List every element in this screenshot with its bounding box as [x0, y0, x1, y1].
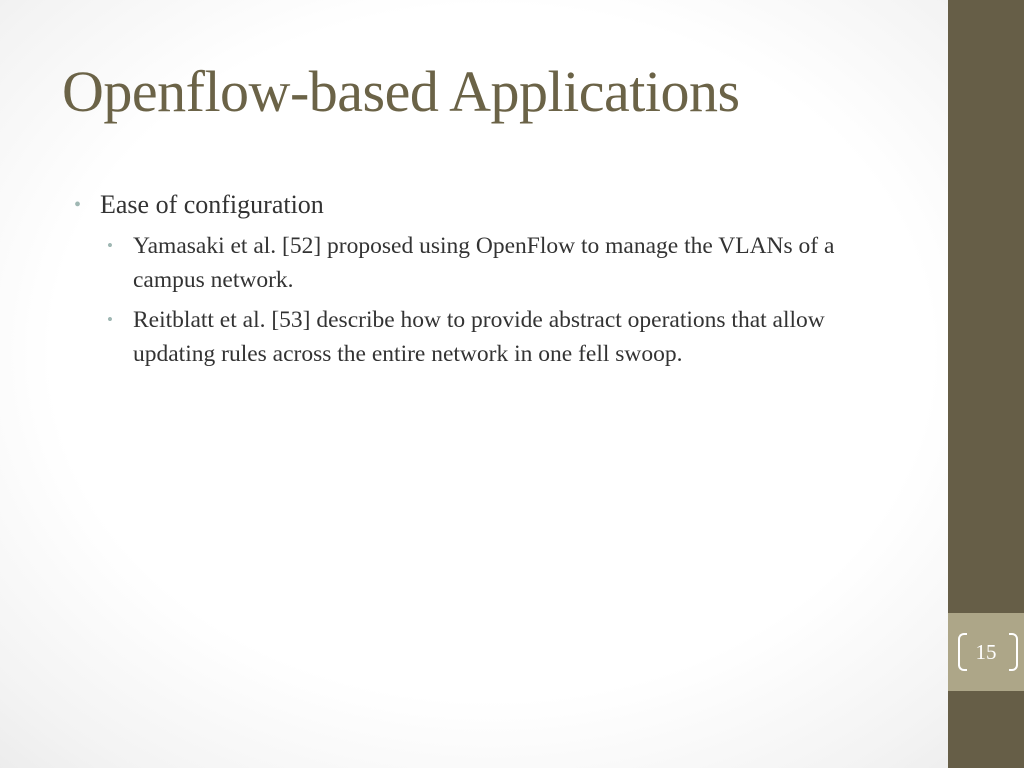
- bullet-dot-icon: •: [74, 194, 82, 216]
- bullet-dot-icon: •: [107, 310, 113, 329]
- bullet-text: Ease of configuration: [100, 190, 324, 219]
- page-number: 15: [975, 640, 997, 664]
- slide-title: Openflow-based Applications: [62, 59, 740, 124]
- sub-bullet-item: [107, 229, 874, 297]
- sub-bullet-text: Yamasaki et al. [52] proposed using OpenFlow to manage the VLANs of a campus network.: [133, 233, 835, 293]
- bullet-list: [74, 186, 874, 371]
- page-number-box: [948, 613, 1024, 691]
- bullet-item: [74, 186, 874, 224]
- right-bracket-icon: [1009, 633, 1018, 671]
- sub-bullet-text: Reitblatt et al. [53] describe how to provide abstract operations that allow updating rules across the entire network in one fell swoop.: [133, 307, 825, 367]
- bullet-dot-icon: •: [107, 236, 113, 255]
- sub-bullet-item: [107, 303, 874, 371]
